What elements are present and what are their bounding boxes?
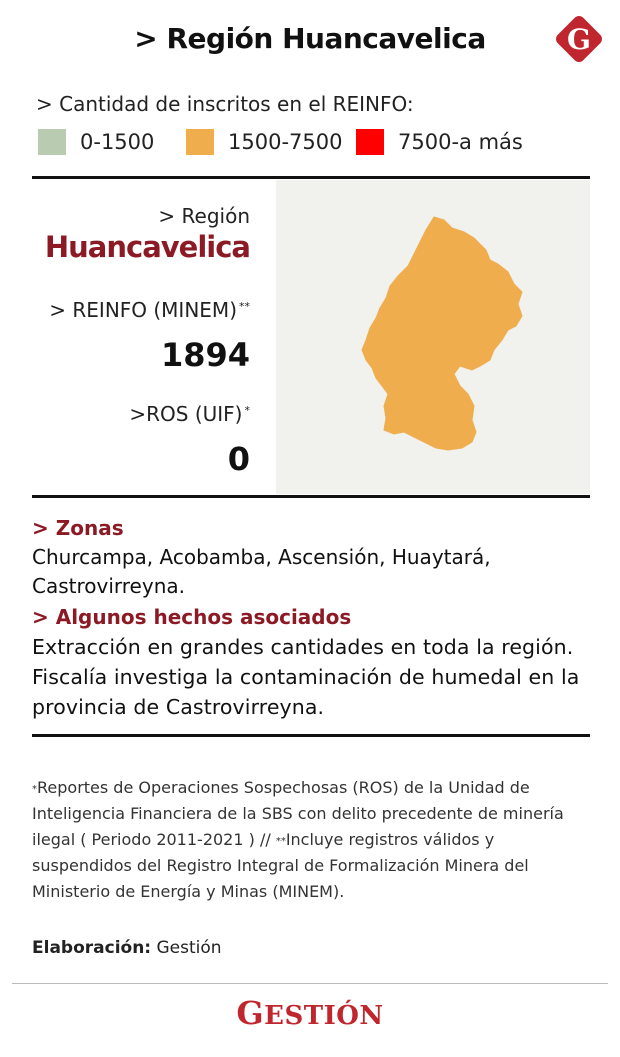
region-map [276, 180, 590, 494]
credit-label: Elaboración: [32, 938, 152, 958]
gestion-logo-icon [551, 11, 607, 67]
ros-label: >ROS (UIF) * [129, 402, 250, 426]
ros-footnote-mark: * [244, 404, 250, 417]
legend-label-mid: 1500-7500 [228, 130, 343, 154]
legend-item-low [38, 128, 154, 156]
reinfo-label: > REINFO (MINEM) ** [49, 298, 250, 322]
footnote: *Reportes de Operaciones Sospechosas (ROS) de la Unidad de Inteligencia Financiera de la SBS con delito precedente de minería ilegal ( Periodo 2011-2021 ) // **Incluye registros válidos y suspendidos del Registro Integral de Formalización Minera del Ministerio de Energía y Minas (MINEM). [32, 778, 564, 901]
legend-label-low: 0-1500 [80, 130, 155, 154]
zonas-text: Churcampa, Acobamba, Ascensión, Huaytará, Castrovirreyna. [32, 545, 491, 598]
legend-item-high [356, 128, 523, 156]
legend-swatch-high [356, 129, 384, 155]
reinfo-footnote-mark: ** [239, 300, 250, 313]
zonas-heading: > Zonas [32, 516, 124, 540]
brand-logo: GESTIÓN [236, 994, 384, 1032]
legend-item-mid [186, 128, 342, 156]
ros-value: 0 [227, 440, 250, 478]
footer-divider [12, 983, 608, 984]
huancavelica-map-icon [276, 180, 590, 494]
hechos-text: Extracción en grandes cantidades en toda la región. Fiscalía investiga la contaminación de humedal en la provincia de Castrovirreyna. [32, 635, 580, 719]
divider-bottom [32, 734, 590, 737]
credit-value: Gestión [151, 938, 222, 958]
region-label: > Región [158, 204, 250, 228]
divider-top [32, 176, 590, 179]
page-title: > Región Huancavelica [134, 22, 486, 55]
legend-label-high: 7500-a más [398, 130, 523, 154]
credit-line [32, 938, 222, 958]
logo-letter: G [567, 23, 591, 56]
huancavelica-shape [362, 217, 522, 450]
legend-swatch-mid [186, 129, 214, 155]
legend-swatch-low [38, 129, 66, 155]
region-name: Huancavelica [44, 230, 250, 264]
reinfo-value: 1894 [160, 336, 250, 374]
legend-heading: > Cantidad de inscritos en el REINFO: [36, 92, 414, 116]
divider-middle [32, 495, 590, 498]
hechos-heading: > Algunos hechos asociados [32, 605, 352, 629]
